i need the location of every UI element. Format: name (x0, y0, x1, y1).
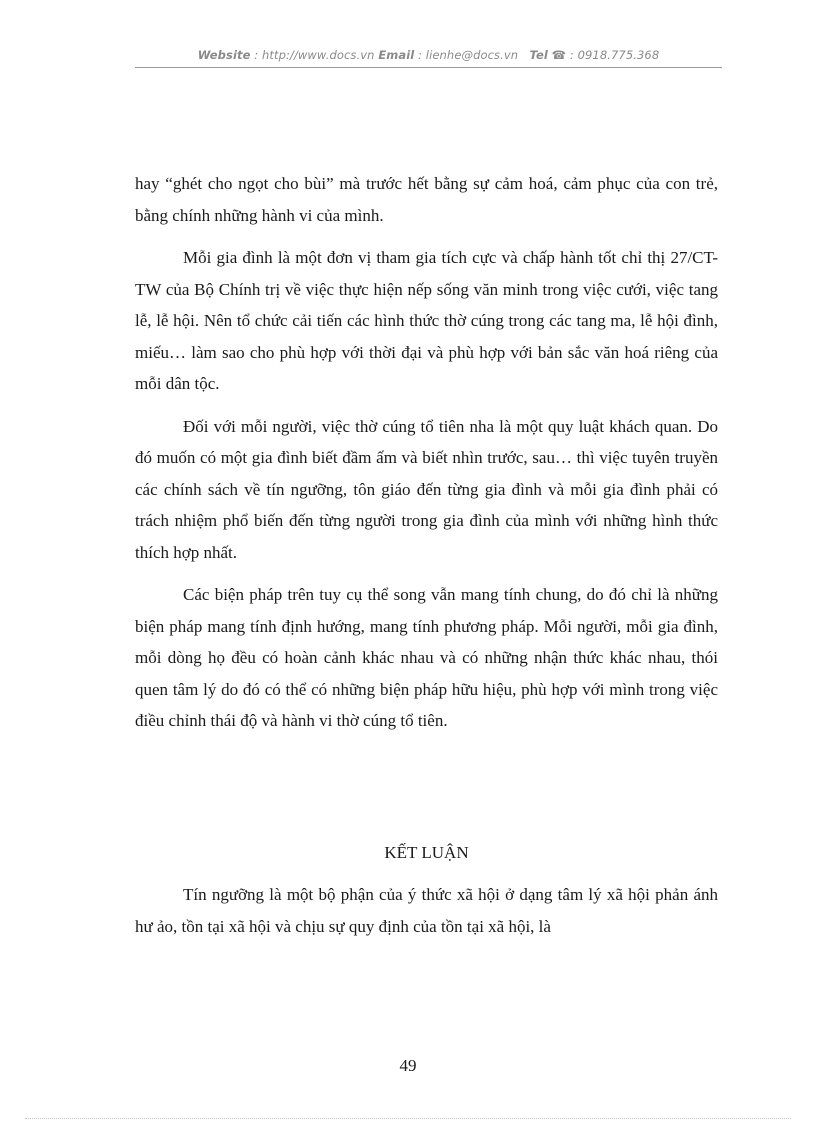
page-header (135, 48, 722, 62)
telephone-icon: ☎ (551, 48, 567, 62)
tel-label: Tel (529, 48, 548, 62)
tel-value: : 0918.775.368 (566, 48, 660, 62)
page-number: 49 (399, 1056, 417, 1075)
paragraph-2: Mỗi gia đình là một đơn vị tham gia tích cực và chấp hành tốt chỉ thị 27/CT-TW của Bộ Chính trị về việc thực hiện nếp sống văn minh trong việc cưới, việc tang lễ, lễ hội. Nên tổ chức cải tiến các hình thức thờ cúng trong các tang ma, lễ hội đình, miếu… làm sao cho phù hợp với thời đại và phù hợp với bản sắc văn hoá riêng của mỗi dân tộc. (135, 248, 718, 393)
paragraph-1: hay “ghét cho ngọt cho bùi” mà trước hết bằng sự cảm hoá, cảm phục của con trẻ, bằng chính những hành vi của mình. (135, 174, 718, 225)
paragraph-3: Đối với mỗi người, việc thờ cúng tổ tiên nha là một quy luật khách quan. Do đó muốn có một gia đình biết đầm ấm và biết nhìn trước, sau… thì việc tuyên truyền các chính sách về tín ngưỡng, tôn giáo đến từng gia đình và mỗi gia đình phải có trách nhiệm phổ biến đến từng người trong gia đình của mình với những hình thức thích hợp nhất. (135, 416, 718, 562)
paragraph-4: Các biện pháp trên tuy cụ thể song vẫn mang tính chung, do đó chỉ là những biện pháp mang tính định hướng, mang tính phương pháp. Mỗi người, mỗi gia đình, mỗi dòng họ đều có hoàn cảnh khác nhau và có những nhận thức khác nhau, thói quen tâm lý do đó có thể có những biện pháp hữu hiệu, phù hợp với mình trong việc điều chỉnh thái độ và hành vi thờ cúng tổ tiên. (135, 585, 718, 730)
email-value: : lienhe@docs.vn (414, 48, 522, 62)
section-heading: KẾT LUẬN (384, 842, 469, 862)
website-value: : http://www.docs.vn (250, 48, 379, 62)
page-bottom-border (25, 1118, 791, 1119)
website-label: Website (197, 48, 251, 62)
header-divider (135, 67, 722, 68)
document-body (135, 168, 718, 953)
email-label: Email (378, 48, 415, 62)
paragraph-5: Tín ngưỡng là một bộ phận của ý thức xã hội ở dạng tâm lý xã hội phản ánh hư ảo, tồn tại xã hội và chịu sự quy định của tồn tại xã hội, là (135, 885, 718, 936)
